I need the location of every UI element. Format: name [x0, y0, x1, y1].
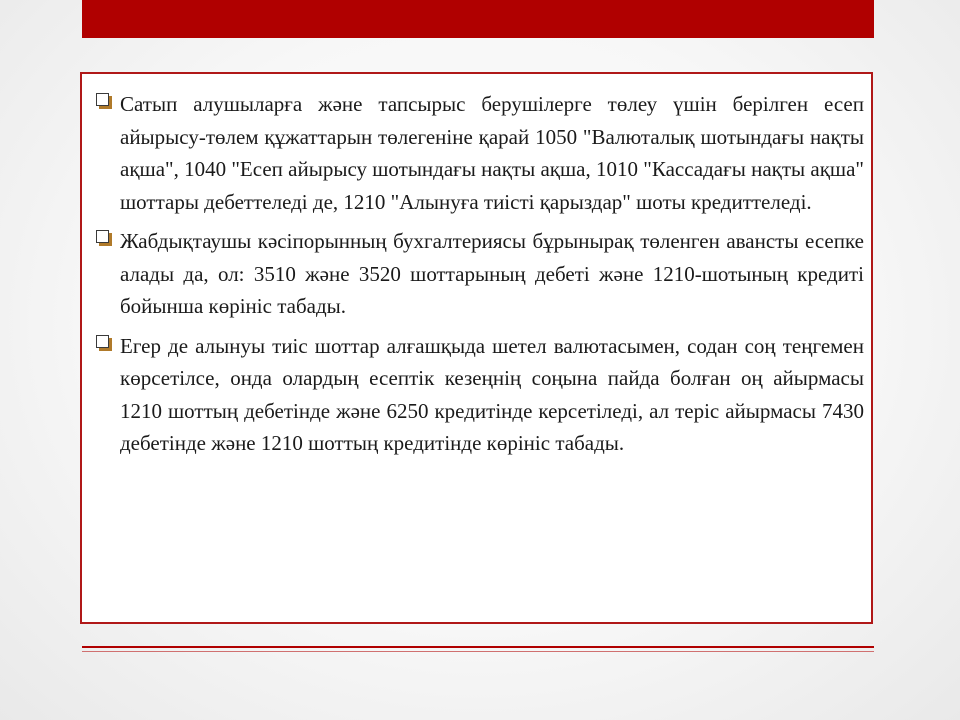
bottom-divider: [82, 646, 874, 648]
bullet-text: Егер де алынуы тиіс шоттар алғашқыда шетел валютасымен, содан соң теңгемен көрсетілсе, онда олардың есептік кезеңнің соңына пайда болған оң айырмасы 1210 шоттың дебетінде және 6250 кредитінде керсетіледі, ал теріс айырмасы 7430 дебетінде және 1210 шоттың кредитінде көрініс табады.: [120, 333, 864, 455]
list-item: [96, 225, 864, 323]
list-item: [96, 330, 864, 460]
bullet-text: Сатып алушыларға және тапсырыс берушілерге төлеу үшін берілген есеп айырысу-төлем құжаттарын төлегеніне қарай 1050 "Валюталық шотындағы нақты ақша", 1040 "Есеп айырысу шотындағы нақты ақша, 1010 "Кассадағы нақты ақша" шоттары дебеттеледі де, 1210 "Алынуға тиісті қарыздар" шоты кредиттеледі.: [120, 92, 864, 214]
bottom-divider-thin: [82, 651, 874, 652]
list-item: [96, 88, 864, 218]
top-banner: [82, 0, 874, 38]
content-box: [80, 72, 873, 624]
checkbox-bullet-icon: [96, 230, 109, 243]
bullet-text: Жабдықтаушы кәсіпорынның бухгалтериясы бұрынырақ төленген авансты есепке алады да, ол: 3510 және 3520 шоттарының дебеті және 1210-шотының кредиті бойынша көрініс табады.: [120, 229, 864, 318]
checkbox-bullet-icon: [96, 335, 109, 348]
bullet-list: [96, 88, 864, 467]
checkbox-bullet-icon: [96, 93, 109, 106]
